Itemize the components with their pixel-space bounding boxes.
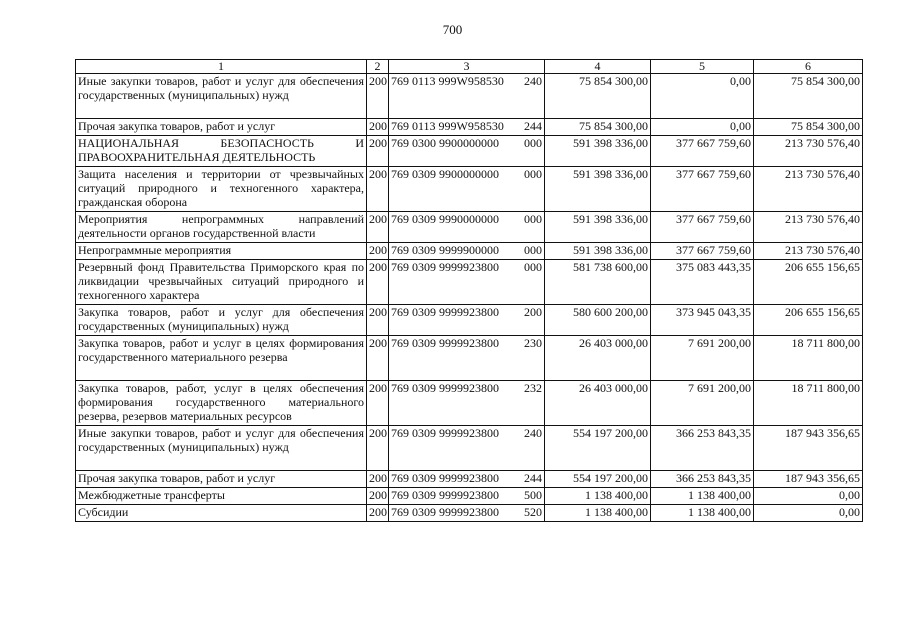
row-amount-c6: 0,00 bbox=[754, 488, 863, 505]
row-name: Закупка товаров, работ, услуг в целях обеспечения формирования государственного материального резерва, резервов материальных ресурсов bbox=[76, 381, 367, 426]
row-classification-code: 769 0309 9990000000 bbox=[391, 212, 499, 226]
row-amount-c4: 581 738 600,00 bbox=[545, 260, 651, 305]
row-amount-c6: 0,00 bbox=[754, 505, 863, 522]
row-classification-code: 769 0309 9999923800 bbox=[391, 336, 499, 350]
row-amount-c5: 1 138 400,00 bbox=[651, 505, 754, 522]
row-budget-code bbox=[389, 243, 545, 260]
row-amount-c5: 377 667 759,60 bbox=[651, 212, 754, 243]
row-expense-type-code: 500 bbox=[524, 488, 542, 502]
table-row bbox=[76, 136, 863, 167]
row-amount-c5: 366 253 843,35 bbox=[651, 471, 754, 488]
row-budget-code bbox=[389, 426, 545, 471]
row-amount-c6: 18 711 800,00 bbox=[754, 336, 863, 381]
table-row bbox=[76, 336, 863, 381]
row-amount-c5: 0,00 bbox=[651, 74, 754, 119]
row-classification-code: 769 0309 9999923800 bbox=[391, 305, 499, 319]
row-grbs-code: 200 bbox=[367, 471, 389, 488]
row-name: Резервный фонд Правительства Приморского края по ликвидации чрезвычайных ситуаций природного и техногенного характера bbox=[76, 260, 367, 305]
table-row bbox=[76, 505, 863, 522]
row-amount-c5: 377 667 759,60 bbox=[651, 167, 754, 212]
row-name: Иные закупки товаров, работ и услуг для обеспечения государственных (муниципальных) нужд bbox=[76, 74, 367, 119]
row-classification-code: 769 0309 9999923800 bbox=[391, 488, 499, 502]
row-amount-c4: 591 398 336,00 bbox=[545, 136, 651, 167]
row-budget-code bbox=[389, 136, 545, 167]
row-expense-type-code: 000 bbox=[524, 167, 542, 181]
row-budget-code bbox=[389, 381, 545, 426]
row-amount-c6: 206 655 156,65 bbox=[754, 260, 863, 305]
row-amount-c6: 187 943 356,65 bbox=[754, 471, 863, 488]
row-amount-c6: 75 854 300,00 bbox=[754, 74, 863, 119]
row-amount-c4: 591 398 336,00 bbox=[545, 212, 651, 243]
row-amount-c4: 75 854 300,00 bbox=[545, 74, 651, 119]
row-amount-c6: 187 943 356,65 bbox=[754, 426, 863, 471]
row-grbs-code: 200 bbox=[367, 381, 389, 426]
row-amount-c4: 26 403 000,00 bbox=[545, 336, 651, 381]
row-budget-code bbox=[389, 212, 545, 243]
row-classification-code: 769 0309 9999923800 bbox=[391, 381, 499, 395]
table-row bbox=[76, 212, 863, 243]
page-number: 700 bbox=[442, 22, 463, 37]
row-amount-c5: 373 945 043,35 bbox=[651, 305, 754, 336]
row-name: Закупка товаров, работ и услуг для обеспечения государственных (муниципальных) нужд bbox=[76, 305, 367, 336]
row-budget-code bbox=[389, 74, 545, 119]
column-header-1: 1 bbox=[76, 60, 367, 74]
row-classification-code: 769 0113 999W958530 bbox=[391, 119, 504, 133]
row-name: Прочая закупка товаров, работ и услуг bbox=[76, 119, 367, 136]
row-name: Непрограммные мероприятия bbox=[76, 243, 367, 260]
row-name: Иные закупки товаров, работ и услуг для обеспечения государственных (муниципальных) нужд bbox=[76, 426, 367, 471]
row-amount-c5: 375 083 443,35 bbox=[651, 260, 754, 305]
row-amount-c4: 554 197 200,00 bbox=[545, 471, 651, 488]
row-classification-code: 769 0309 9999923800 bbox=[391, 505, 499, 519]
column-header-6: 6 bbox=[754, 60, 863, 74]
row-classification-code: 769 0309 9999923800 bbox=[391, 426, 499, 440]
row-budget-code bbox=[389, 488, 545, 505]
row-expense-type-code: 244 bbox=[524, 119, 542, 133]
row-name: Межбюджетные трансферты bbox=[76, 488, 367, 505]
table-row bbox=[76, 488, 863, 505]
row-amount-c5: 377 667 759,60 bbox=[651, 136, 754, 167]
column-header-5: 5 bbox=[651, 60, 754, 74]
row-budget-code bbox=[389, 167, 545, 212]
row-expense-type-code: 000 bbox=[524, 212, 542, 226]
table-row bbox=[76, 305, 863, 336]
table-row bbox=[76, 243, 863, 260]
row-budget-code bbox=[389, 119, 545, 136]
table-row bbox=[76, 74, 863, 119]
row-grbs-code: 200 bbox=[367, 119, 389, 136]
row-amount-c5: 366 253 843,35 bbox=[651, 426, 754, 471]
row-budget-code bbox=[389, 260, 545, 305]
row-expense-type-code: 232 bbox=[524, 381, 542, 395]
row-name: Субсидии bbox=[76, 505, 367, 522]
row-amount-c6: 75 854 300,00 bbox=[754, 119, 863, 136]
row-name: Закупка товаров, работ и услуг в целях формирования государственного материального резерва bbox=[76, 336, 367, 381]
row-amount-c4: 591 398 336,00 bbox=[545, 243, 651, 260]
row-budget-code bbox=[389, 305, 545, 336]
table-row bbox=[76, 471, 863, 488]
row-amount-c6: 18 711 800,00 bbox=[754, 381, 863, 426]
row-grbs-code: 200 bbox=[367, 336, 389, 381]
row-grbs-code: 200 bbox=[367, 426, 389, 471]
table-row bbox=[76, 167, 863, 212]
row-expense-type-code: 000 bbox=[524, 136, 542, 150]
row-grbs-code: 200 bbox=[367, 260, 389, 305]
row-grbs-code: 200 bbox=[367, 243, 389, 260]
row-grbs-code: 200 bbox=[367, 505, 389, 522]
table-body bbox=[76, 60, 863, 522]
column-header-2: 2 bbox=[367, 60, 389, 74]
row-grbs-code: 200 bbox=[367, 74, 389, 119]
row-budget-code bbox=[389, 471, 545, 488]
row-amount-c4: 554 197 200,00 bbox=[545, 426, 651, 471]
row-amount-c6: 213 730 576,40 bbox=[754, 212, 863, 243]
row-budget-code bbox=[389, 505, 545, 522]
table-row bbox=[76, 119, 863, 136]
row-classification-code: 769 0309 9900000000 bbox=[391, 167, 499, 181]
table-row bbox=[76, 260, 863, 305]
row-amount-c5: 1 138 400,00 bbox=[651, 488, 754, 505]
row-name: НАЦИОНАЛЬНАЯ БЕЗОПАСНОСТЬ И ПРАВООХРАНИТЕЛЬНАЯ ДЕЯТЕЛЬНОСТЬ bbox=[76, 136, 367, 167]
row-amount-c4: 75 854 300,00 bbox=[545, 119, 651, 136]
row-grbs-code: 200 bbox=[367, 212, 389, 243]
row-classification-code: 769 0113 999W958530 bbox=[391, 74, 504, 88]
row-expense-type-code: 000 bbox=[524, 260, 542, 274]
row-grbs-code: 200 bbox=[367, 488, 389, 505]
row-amount-c4: 26 403 000,00 bbox=[545, 381, 651, 426]
row-expense-type-code: 240 bbox=[524, 74, 542, 88]
row-amount-c6: 213 730 576,40 bbox=[754, 243, 863, 260]
table-row bbox=[76, 381, 863, 426]
row-amount-c5: 7 691 200,00 bbox=[651, 336, 754, 381]
table-row bbox=[76, 426, 863, 471]
row-amount-c4: 580 600 200,00 bbox=[545, 305, 651, 336]
row-amount-c4: 591 398 336,00 bbox=[545, 167, 651, 212]
row-classification-code: 769 0309 9999923800 bbox=[391, 471, 499, 485]
row-expense-type-code: 244 bbox=[524, 471, 542, 485]
row-name: Мероприятия непрограммных направлений деятельности органов государственной власти bbox=[76, 212, 367, 243]
row-classification-code: 769 0300 9900000000 bbox=[391, 136, 499, 150]
row-amount-c4: 1 138 400,00 bbox=[545, 488, 651, 505]
row-expense-type-code: 520 bbox=[524, 505, 542, 519]
row-budget-code bbox=[389, 336, 545, 381]
column-header-3: 3 bbox=[389, 60, 545, 74]
row-expense-type-code: 230 bbox=[524, 336, 542, 350]
row-amount-c5: 7 691 200,00 bbox=[651, 381, 754, 426]
row-classification-code: 769 0309 9999900000 bbox=[391, 243, 499, 257]
row-expense-type-code: 200 bbox=[524, 305, 542, 319]
row-amount-c6: 213 730 576,40 bbox=[754, 136, 863, 167]
table-header-row bbox=[76, 60, 863, 74]
row-classification-code: 769 0309 9999923800 bbox=[391, 260, 499, 274]
row-amount-c5: 377 667 759,60 bbox=[651, 243, 754, 260]
column-header-4: 4 bbox=[545, 60, 651, 74]
row-name: Защита населения и территории от чрезвычайных ситуаций природного и техногенного характера, гражданская оборона bbox=[76, 167, 367, 212]
budget-table bbox=[75, 59, 863, 522]
row-name: Прочая закупка товаров, работ и услуг bbox=[76, 471, 367, 488]
row-amount-c4: 1 138 400,00 bbox=[545, 505, 651, 522]
row-amount-c6: 213 730 576,40 bbox=[754, 167, 863, 212]
row-grbs-code: 200 bbox=[367, 305, 389, 336]
row-amount-c6: 206 655 156,65 bbox=[754, 305, 863, 336]
row-grbs-code: 200 bbox=[367, 136, 389, 167]
row-grbs-code: 200 bbox=[367, 167, 389, 212]
row-expense-type-code: 240 bbox=[524, 426, 542, 440]
row-expense-type-code: 000 bbox=[524, 243, 542, 257]
row-amount-c5: 0,00 bbox=[651, 119, 754, 136]
